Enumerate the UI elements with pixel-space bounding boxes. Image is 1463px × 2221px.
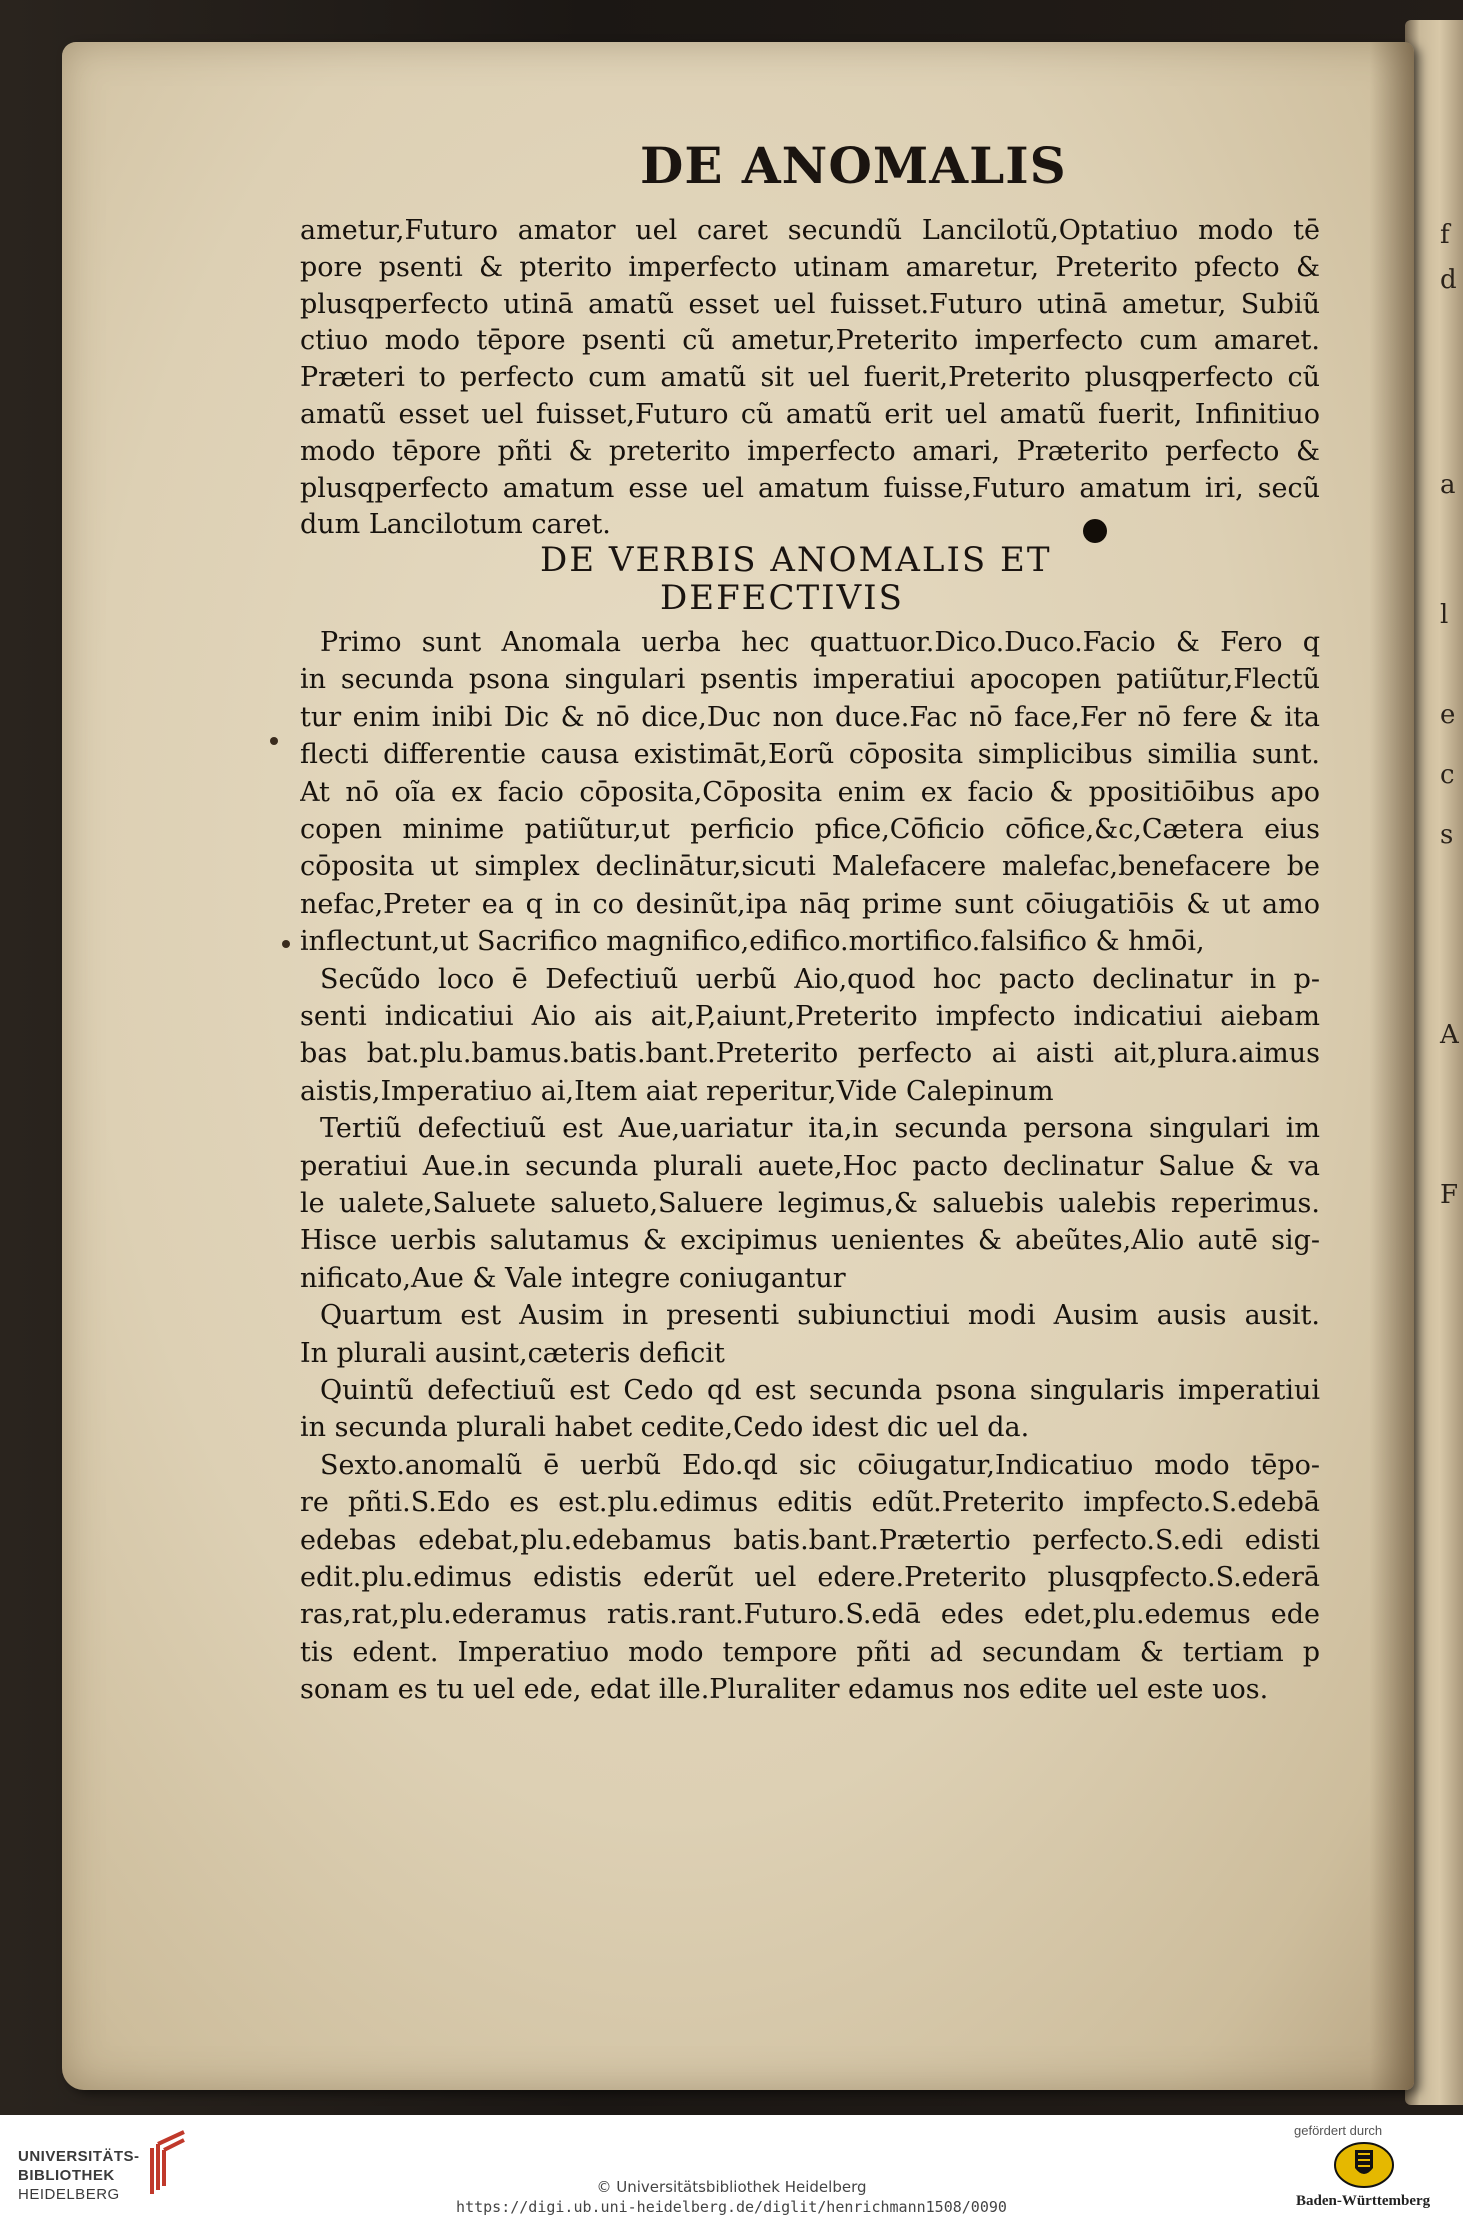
text-line: ctiuo modo tēpore psenti cũ ametur,Preterito imperfecto cum amaret. bbox=[300, 325, 1320, 357]
text-line: nefac,Preter ea q in co desinũt,ipa nāq prime sunt cōiugatiōis & ut amo bbox=[300, 888, 1320, 920]
text-line: nificato,Aue & Vale integre coniugantur bbox=[300, 1262, 846, 1294]
section-heading-line2: DEFECTIVIS bbox=[660, 578, 904, 618]
text-line: copen minime patiũtur,ut perficio pfice,Cōficio cōfice,&c,Cætera eius bbox=[300, 814, 1320, 845]
facing-page-letter: F bbox=[1440, 1180, 1459, 1210]
text-line: in secunda psona singulari psentis imperatiui apocopen patiũtur,Flectũ bbox=[300, 664, 1320, 696]
page-gutter-shadow bbox=[1370, 42, 1414, 2090]
text-line: plusqperfecto utinā amatũ esset uel fuisset.Futuro utinā ametur, Subiũ bbox=[300, 288, 1320, 320]
text-line: peratiui Aue.in secunda plurali auete,Hoc pacto declinatur Salue & va bbox=[300, 1150, 1320, 1182]
text-line: ametur,Futuro amator uel caret secundũ Lancilotũ,Optatiuo modo tē bbox=[300, 215, 1320, 246]
sponsor-label: gefördert durch bbox=[1294, 2123, 1383, 2138]
facing-page-letter: a bbox=[1440, 470, 1456, 500]
text-line: re pñti.S.Edo es est.plu.edimus editis edũt.Preterito impfecto.S.edebā bbox=[300, 1487, 1320, 1519]
text-line: Quartum est Ausim in presenti subiunctiui modi Ausim ausis ausit. bbox=[320, 1300, 1320, 1332]
text-line: aistis,Imperatiuo ai,Item aiat reperitur,Vide Calepinum bbox=[300, 1075, 1054, 1107]
permalink-url[interactable]: https://digi.ub.uni-heidelberg.de/diglit/henrichmann1508/0090 bbox=[456, 2198, 1007, 2216]
text-line: pore psenti & pterito imperfecto utinam amaretur, Preterito pfecto & bbox=[300, 251, 1320, 283]
ink-spot bbox=[270, 737, 278, 745]
facing-page-letter: s bbox=[1440, 820, 1454, 850]
text-line: Sexto.anomalũ ē uerbũ Edo.qd sic cōiugatur,Indicatiuo modo tēpo- bbox=[320, 1449, 1320, 1481]
text-line: edit.plu.edimus edistis ederũt uel edere.Preterito plusqpfecto.S.ederā bbox=[300, 1562, 1320, 1593]
text-line: flecti differentie causa existimāt,Eorũ cōposita simplicibus similia sunt. bbox=[300, 739, 1320, 771]
text-line: In plurali ausint,cæteris deficit bbox=[300, 1337, 725, 1369]
text-line: senti indicatiui Aio ais ait,P,aiunt,Preterito impfecto indicatiui aiebam bbox=[300, 1001, 1320, 1032]
text-line: Præteri to perfecto cum amatũ sit uel fuerit,Preterito plusqperfecto cũ bbox=[300, 362, 1320, 394]
facing-page-letter: e bbox=[1440, 700, 1456, 730]
copyright-notice: © Universitätsbibliothek Heidelberg bbox=[596, 2178, 867, 2196]
text-line: bas bat.plu.bamus.batis.bant.Preterito perfecto ai aisti ait,plura.aimus bbox=[300, 1038, 1320, 1070]
text-line: edebas edebat,plu.edebamus batis.bant.Prætertio perfecto.S.edi edisti bbox=[300, 1524, 1320, 1556]
text-line: Secũdo loco ē Defectiuũ uerbũ Aio,quod hoc pacto declinatur in p- bbox=[320, 963, 1320, 995]
text-line: dum Lancilotum caret. bbox=[300, 509, 611, 541]
text-line: in secunda plurali habet cedite,Cedo idest dic uel da. bbox=[300, 1412, 1030, 1444]
text-line: le ualete,Saluete salueto,Saluere legimus,& saluebis ualebis reperimus. bbox=[300, 1188, 1320, 1219]
text-line: inflectunt,ut Sacrifico magnifico,edifico.mortifico.falsifico & hmōi, bbox=[300, 926, 1205, 958]
ink-blot-marker bbox=[1083, 519, 1107, 543]
text-line: modo tēpore pñti & preterito imperfecto amari, Præterito perfecto & bbox=[300, 435, 1320, 467]
facing-page-letter: f bbox=[1440, 220, 1450, 250]
sponsor-name: Baden-Württemberg bbox=[1296, 2193, 1431, 2209]
text-line: sonam es tu uel ede, edat ille.Pluraliter edamus nos edite uel este uos. bbox=[300, 1674, 1269, 1706]
library-name-line1: UNIVERSITÄTS- bbox=[18, 2148, 140, 2165]
text-line: Tertiũ defectiuũ est Aue,uariatur ita,in secunda persona singulari im bbox=[320, 1113, 1320, 1145]
text-line: Quintũ defectiuũ est Cedo qd est secunda psona singularis imperatiui bbox=[320, 1375, 1320, 1406]
text-line: cōposita ut simplex declinātur,sicuti Malefacere malefac,benefacere be bbox=[300, 851, 1320, 883]
text-line: Hisce uerbis salutamus & excipimus uenientes & abeũtes,Alio autē sig- bbox=[300, 1225, 1320, 1257]
text-line: ras,rat,plu.ederamus ratis.rant.Futuro.S.edā edes edet,plu.edemus ede bbox=[300, 1599, 1320, 1631]
library-name-line2: BIBLIOTHEK bbox=[18, 2167, 115, 2184]
library-name-line3: HEIDELBERG bbox=[18, 2186, 120, 2203]
facing-page-letter: l bbox=[1440, 600, 1449, 630]
text-line: tur enim inibi Dic & nō dice,Duc non duce.Fac nō face,Fer nō fere & ita bbox=[300, 701, 1320, 733]
text-line: At nō oĩa ex facio cōposita,Cōposita enim ex facio & ppositiōibus apo bbox=[300, 776, 1320, 808]
facing-page-letter: d bbox=[1440, 265, 1457, 295]
ink-spot bbox=[282, 940, 290, 948]
section-heading-line1: DE VERBIS ANOMALIS ET bbox=[540, 540, 1052, 580]
text-line: amatũ esset uel fuisset,Futuro cũ amatũ erit uel amatũ fuerit, Infinitiuo bbox=[300, 399, 1320, 430]
text-line: plusqperfecto amatum esse uel amatum fuisse,Futuro amatum iri, secũ bbox=[300, 472, 1320, 504]
facing-page-letter: A bbox=[1440, 1020, 1459, 1050]
page-heading: DE ANOMALIS bbox=[640, 136, 1067, 195]
text-line: Primo sunt Anomala uerba hec quattuor.Dico.Duco.Facio & Fero q bbox=[320, 627, 1320, 658]
baden-wuerttemberg-crest-icon bbox=[1333, 2140, 1395, 2190]
facing-page-letter: c bbox=[1440, 760, 1455, 790]
text-line: tis edent. Imperatiuo modo tempore pñti ad secundam & tertiam p bbox=[300, 1636, 1320, 1668]
